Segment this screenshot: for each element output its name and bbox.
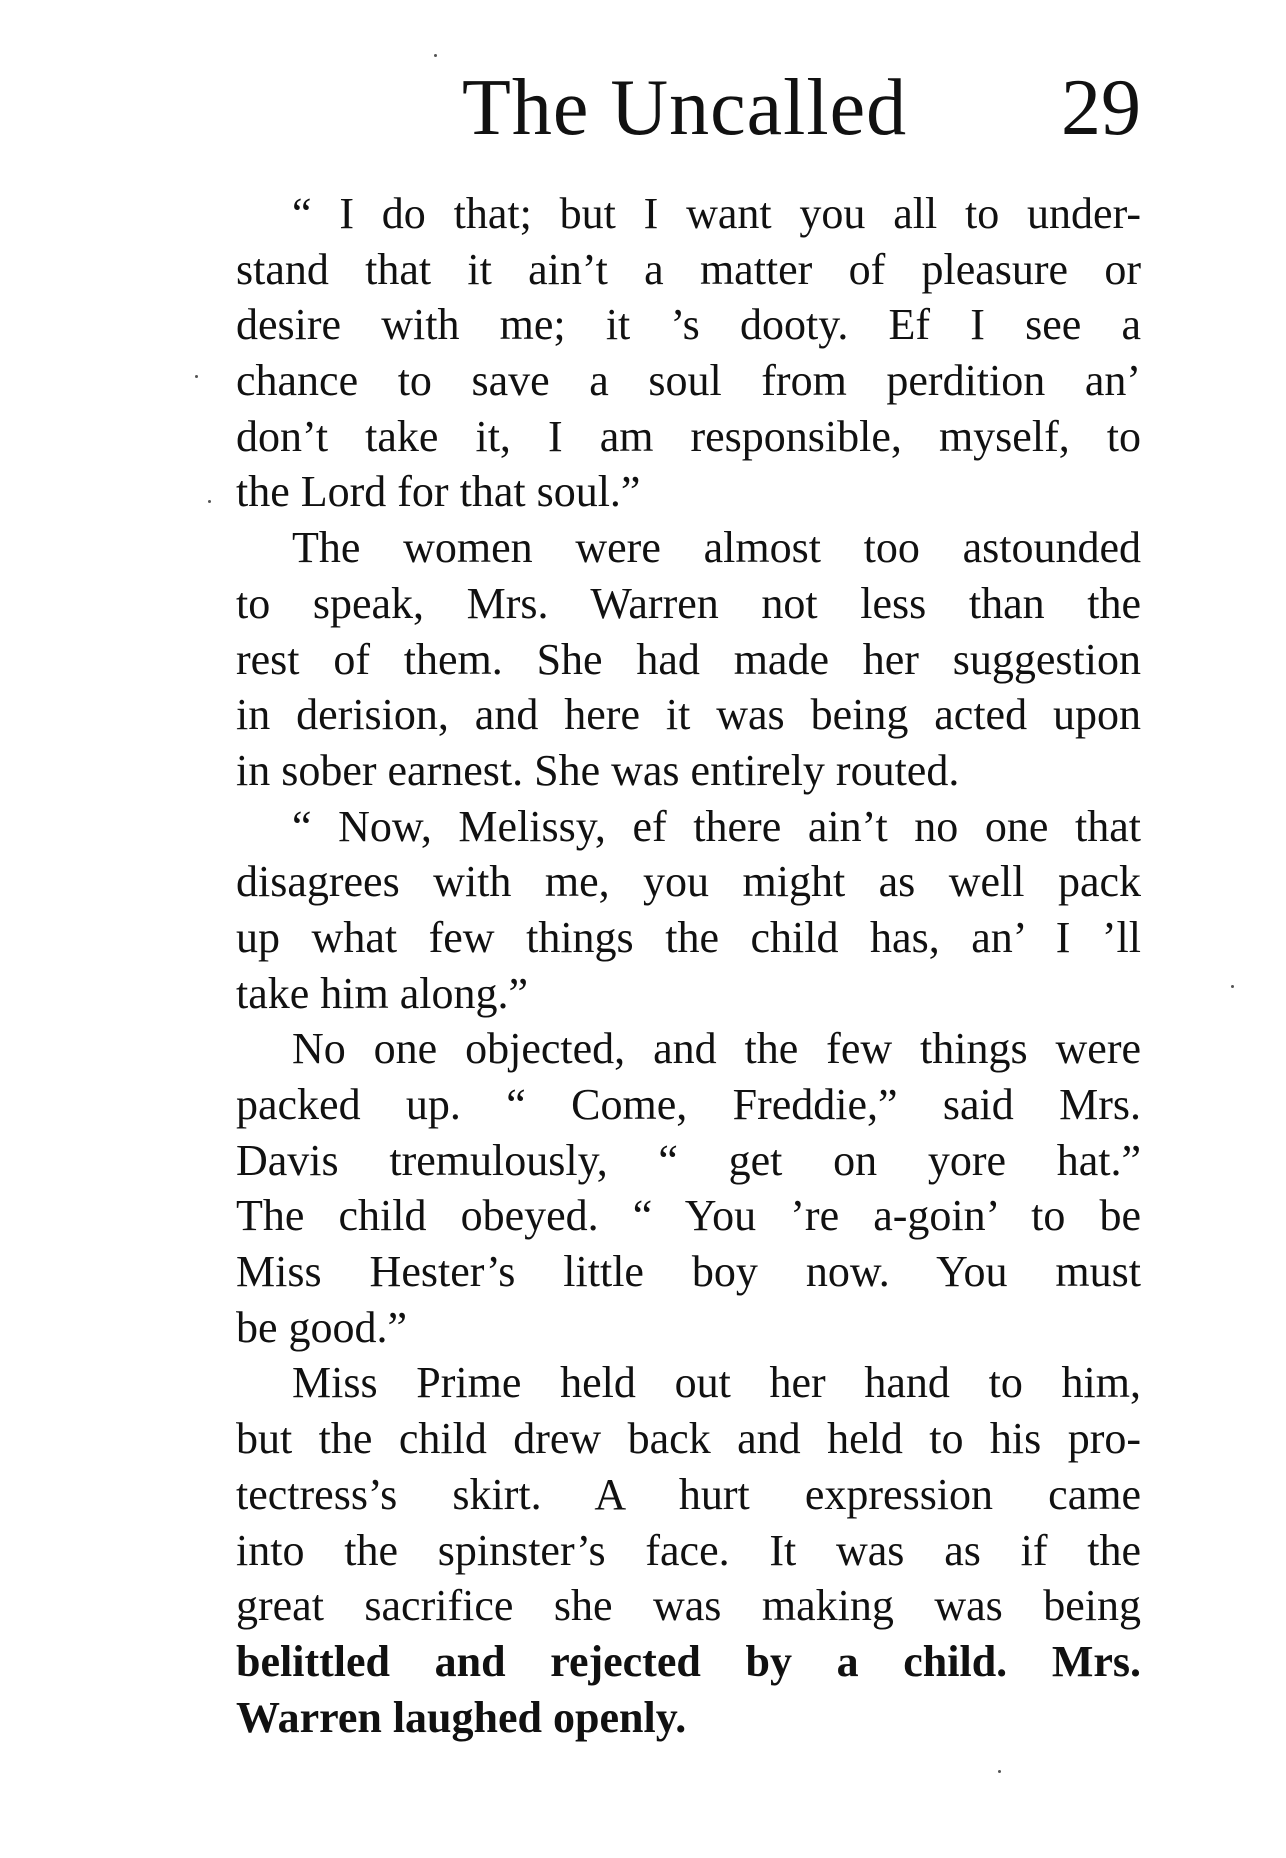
text-line: in sober earnest. She was entirely routed. xyxy=(236,745,960,795)
text-line: take him along.” xyxy=(236,968,529,1018)
text-line: chance to save a soul from perdition an’ xyxy=(236,356,1141,406)
text-line: Miss Hester’s little boy now. You must xyxy=(236,1247,1141,1297)
body-text xyxy=(236,186,1141,1745)
running-title: The Uncalled xyxy=(462,64,908,152)
text-line: belittled and rejected by a child. Mrs. xyxy=(236,1636,1141,1686)
text-line: The child obeyed. “ You ’re a-goin’ to be xyxy=(236,1191,1141,1241)
print-speck xyxy=(434,54,437,57)
text-line: disagrees with me, you might as well pack xyxy=(236,857,1141,907)
print-speck xyxy=(998,1770,1001,1773)
text-line: in derision, and here it was being acted upon xyxy=(236,690,1141,740)
running-head xyxy=(236,58,1141,158)
text-line: The women were almost too astounded xyxy=(292,523,1141,573)
text-line: be good.” xyxy=(236,1302,408,1352)
text-line: but the child drew back and held to his pro- xyxy=(236,1414,1141,1464)
print-speck xyxy=(208,500,211,503)
text-line: the Lord for that soul.” xyxy=(236,467,641,517)
text-line: stand that it ain’t a matter of pleasure or xyxy=(236,244,1141,294)
text-line: into the spinster’s face. It was as if the xyxy=(236,1525,1141,1575)
text-line: rest of them. She had made her suggestion xyxy=(236,634,1141,684)
text-line: Davis tremulously, “ get on yore hat.” xyxy=(236,1135,1141,1185)
text-line: great sacrifice she was making was being xyxy=(236,1581,1141,1631)
text-line: to speak, Mrs. Warren not less than the xyxy=(236,578,1141,628)
page-number: 29 xyxy=(1061,64,1141,152)
text-line: packed up. “ Come, Freddie,” said Mrs. xyxy=(236,1080,1141,1129)
text-line: Warren laughed openly. xyxy=(236,1692,687,1742)
text-line: don’t take it, I am responsible, myself, to xyxy=(236,411,1141,461)
text-line: up what few things the child has, an’ I ’ll xyxy=(236,912,1141,962)
text-line: “ I do that; but I want you all to under- xyxy=(292,189,1141,238)
print-speck xyxy=(1231,985,1234,988)
text-line: tectress’s skirt. A hurt expression came xyxy=(236,1469,1141,1519)
text-line: desire with me; it ’s dooty. Ef I see a xyxy=(236,300,1141,350)
text-line: Miss Prime held out her hand to him, xyxy=(292,1358,1141,1408)
print-speck xyxy=(195,375,198,378)
text-line: No one objected, and the few things were xyxy=(292,1024,1141,1074)
text-line: “ Now, Melissy, ef there ain’t no one that xyxy=(292,801,1141,851)
